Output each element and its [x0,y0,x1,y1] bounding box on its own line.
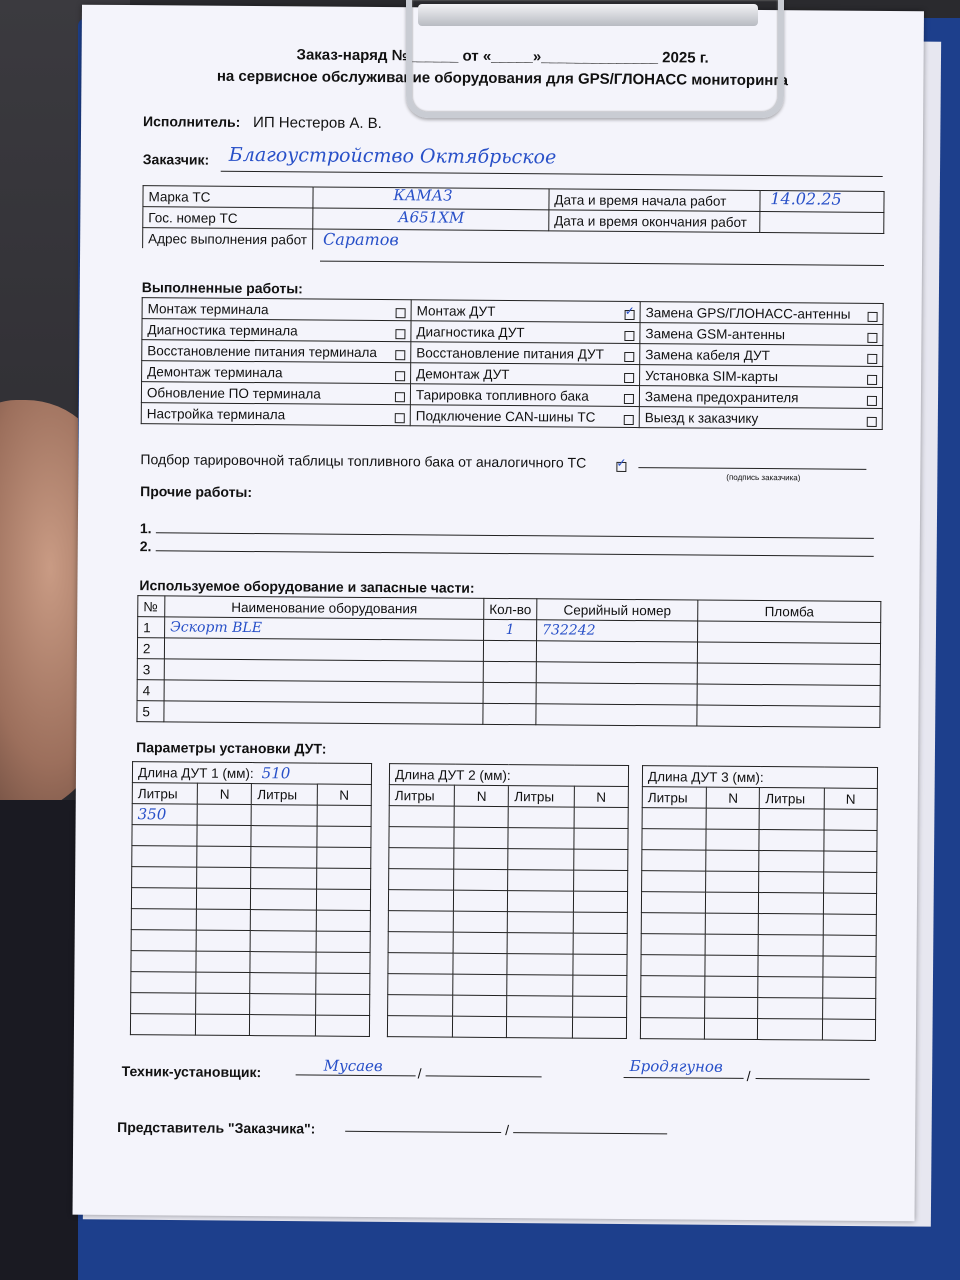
dut-cell[interactable] [131,993,196,1015]
address-line [320,261,884,266]
equipment-cell[interactable] [697,642,880,664]
dut-cell[interactable] [250,952,315,974]
dut-cell[interactable] [507,996,572,1018]
dut-cell[interactable] [454,848,508,869]
dut-cell[interactable] [573,933,627,954]
dut-cell[interactable] [823,935,876,956]
dut-cell[interactable] [197,867,251,888]
dut-cell[interactable] [758,998,822,1020]
dut-col-header: N [198,783,252,804]
executor-value: ИП Нестеров А. В. [253,114,382,133]
dut-cell[interactable] [196,993,250,1014]
dut-cell[interactable] [759,872,823,894]
dut-col-header: Литры [389,785,454,807]
dut-cell[interactable] [760,809,824,831]
dut-cell[interactable] [252,805,317,827]
start-handwritten: 14.02.25 [770,189,842,209]
start-label: Дата и время начала работ [549,189,760,212]
customer-line [221,171,883,177]
dut-cell[interactable] [573,912,627,933]
work-item-checkbox[interactable] [867,332,877,342]
dut-cell[interactable] [197,909,251,930]
dut-cell[interactable] [641,976,705,998]
dut-cell[interactable] [132,867,197,889]
dut-cell[interactable] [823,851,876,872]
dut-cell[interactable] [705,913,758,934]
dut-cell[interactable] [759,935,823,957]
dut-cell[interactable] [316,889,370,910]
dut-cell[interactable] [823,893,876,914]
dut-cell[interactable] [453,974,507,995]
dut-cell[interactable] [509,807,574,829]
dut-cell[interactable] [453,932,507,953]
equipment-row [137,701,880,728]
dut-cell[interactable] [641,934,705,956]
work-item [410,405,639,428]
dut-cell[interactable] [758,1019,822,1041]
dut-cell[interactable] [507,1017,572,1039]
dut-cell[interactable] [572,1017,626,1038]
work-item-checkbox[interactable] [624,351,634,361]
work-item-label: Демонтаж ДУТ [416,365,510,382]
equipment-cell[interactable] [697,705,880,727]
dut-cell[interactable] [132,825,197,847]
dut-table-title: Длина ДУТ 1 (мм): 510 [132,762,371,785]
dut-cell[interactable] [454,806,508,827]
dut-cell[interactable] [131,909,196,931]
work-item-checkbox[interactable] [868,311,878,321]
work-item [410,384,639,407]
dut-cell[interactable] [454,911,508,932]
dut-cell[interactable] [251,826,316,848]
work-item-label: Замена кабеля ДУТ [645,346,770,363]
dut-col-header: Литры [760,788,824,810]
dut-cell[interactable] [573,954,627,975]
dut-cell[interactable] [131,930,196,952]
dut-cell[interactable] [823,956,876,977]
equipment-header: № [138,596,165,617]
dut-cell[interactable] [508,870,573,892]
other-line-1[interactable] [156,532,874,539]
work-item-label: Тарировка топливного бака [415,386,589,404]
work-item-checkbox[interactable] [624,393,634,403]
dut-cell[interactable] [822,1019,875,1040]
dut-cell[interactable] [640,1018,704,1040]
address-handwritten: Саратов [322,229,399,250]
work-item [640,365,883,388]
dut-cell[interactable] [454,890,508,911]
work-item-checkbox[interactable] [867,353,877,363]
work-item-checkbox[interactable] [624,372,634,382]
dut-cell[interactable] [389,869,454,891]
customer-sign-caption: (подпись заказчика) [726,472,801,483]
work-item-checkbox[interactable] [395,392,405,402]
dut-cell[interactable] [759,914,823,936]
rep-label: Представитель "Заказчика": [117,1119,316,1137]
dut-cell[interactable] [641,892,705,914]
dut-cell[interactable] [389,827,454,849]
dut-cell[interactable] [317,805,371,826]
dut-col-header: N [317,784,371,805]
dut-cell[interactable] [758,977,822,999]
other-line-2[interactable] [156,550,874,557]
dut-cell[interactable] [508,849,573,871]
work-item-label: Замена GPS/ГЛОНАСС-антенны [645,304,851,322]
dut-cell[interactable] [388,974,453,996]
work-item-label: Установка SIM-карты [645,367,779,384]
dut-table-title: Длина ДУТ 2 (мм): [389,764,628,787]
dut-cell[interactable] [131,951,196,973]
dut-cell[interactable] [388,890,453,912]
dut-cell[interactable] [641,997,705,1019]
equipment-cell: 2 [137,638,164,659]
dut-cell[interactable] [641,913,705,935]
dut-cell[interactable] [822,977,875,998]
equipment-header: Пломба [698,600,881,622]
title-line-2: на сервисное обслуживание оборудования для GPS/ГЛОНАСС мониторинга [216,67,789,90]
dut-cell[interactable] [759,830,823,852]
dut-cell[interactable] [197,804,251,825]
work-item-label: Обновление ПО терминала [146,384,321,402]
dut-cell[interactable] [196,951,250,972]
equipment-cell[interactable] [536,662,697,684]
customer-sign-line [638,467,866,470]
technician-label: Техник-установщик: [121,1063,262,1081]
equipment-cell[interactable] [537,620,698,642]
work-item-label: Замена предохранителя [644,388,799,405]
equipment-header: Серийный номер [537,599,698,621]
equipment-cell[interactable] [483,640,536,661]
dut-cell[interactable] [574,807,628,828]
brand-handwritten: КАМАЗ [393,186,453,205]
work-item-label: Демонтаж терминала [147,363,283,380]
dut-cell[interactable] [317,847,371,868]
dut-col-header: N [706,787,759,808]
work-item-label: Замена GSM-антенны [645,325,786,342]
work-item [640,344,883,367]
dut-cell[interactable] [389,806,454,828]
dut-cell[interactable] [251,847,316,869]
equipment-cell[interactable] [483,703,536,724]
work-item [142,361,411,384]
equipment-cell[interactable] [536,641,697,663]
dut-cell[interactable] [453,953,507,974]
dut-col-header: N [455,785,509,806]
work-item [640,302,883,325]
equipment-cell[interactable] [483,661,536,682]
work-item-label: Монтаж ДУТ [416,302,496,319]
equipment-label: Используемое оборудование и запасные части: [139,577,475,596]
dut-cell[interactable] [642,829,706,851]
work-item-checkbox[interactable] [396,308,406,318]
dut-col-header: Литры [509,786,574,808]
dut-cell[interactable] [316,931,370,952]
dut-cell[interactable] [705,934,758,955]
equipment-cell[interactable] [164,680,483,704]
dut-cell[interactable] [573,975,627,996]
dut-cell[interactable] [251,931,316,953]
dut-cell[interactable] [706,829,759,850]
dut-cell[interactable] [315,1015,369,1036]
sign-separator-2: / [746,1067,751,1084]
dut-cell[interactable] [315,994,369,1015]
dut-cell[interactable] [508,912,573,934]
dut-cell[interactable] [574,828,628,849]
dut-table [387,763,629,1039]
dut-cell[interactable] [132,846,197,868]
dut-cell[interactable] [507,975,572,997]
equipment-handwritten: 732242 [542,622,596,639]
dut-cell-handwritten: 350 [137,805,167,824]
dut-cell[interactable] [705,1018,758,1039]
clip-bar [418,4,758,26]
equipment-handwritten: 1 [505,622,515,639]
dut-col-header: N [824,788,877,809]
dut-cell[interactable] [705,997,758,1018]
equipment-cell[interactable] [536,683,697,705]
dut-cell[interactable] [197,846,251,867]
dut-col-header: Литры [642,787,706,809]
work-item [411,363,640,386]
dut-cell[interactable] [573,849,627,870]
work-item-checkbox[interactable] [867,416,877,426]
dut-cell[interactable] [388,911,453,933]
customer-handwritten: Благоустройство Октябрьское [228,143,557,169]
sign-separator-3: / [505,1122,510,1139]
work-item-label: Диагностика терминала [147,321,298,338]
dut-cell[interactable] [508,828,573,850]
equipment-cell[interactable] [164,659,483,683]
equipment-header: Кол-во [484,598,537,619]
equipment-cell[interactable] [164,638,483,662]
dut-cell[interactable] [823,914,876,935]
end-label: Дата и время окончания работ [549,210,760,233]
plate-handwritten: А651ХМ [398,208,465,227]
work-item [639,386,882,409]
work-item [142,319,411,342]
dut-cell[interactable] [573,891,627,912]
dut-cell[interactable] [387,1016,452,1038]
dut-cell[interactable] [197,888,251,909]
dut-cell[interactable] [823,872,876,893]
customer-label: Заказчик: [142,151,210,168]
work-item-label: Восстановление питания ДУТ [416,344,604,362]
dut-cell[interactable] [388,932,453,954]
work-item-checkbox[interactable] [867,374,877,384]
work-item [411,321,640,344]
other-works-2: 2. [139,538,152,555]
dut-cell[interactable] [822,998,875,1019]
end-cell [760,212,884,234]
dut-cell[interactable] [642,808,706,830]
dut-cell[interactable] [642,871,706,893]
work-item [142,340,411,363]
work-item-checkbox[interactable] [624,414,634,424]
equipment-handwritten: Эскорт BLE [170,619,263,637]
dut-cell[interactable] [196,1014,250,1035]
work-item-label: Диагностика ДУТ [416,323,525,340]
dut-cell[interactable] [705,955,758,976]
dut-cell[interactable] [196,972,250,993]
work-item [411,342,640,365]
dut-col-header: Литры [252,784,317,806]
work-item-label: Подключение CAN-шины ТС [415,407,596,425]
dut-cell[interactable] [824,830,877,851]
dut-cell[interactable] [250,994,315,1016]
dut-col-header: Литры [132,783,197,805]
dut-cell[interactable] [508,933,573,955]
technician-signature: Мусаев [323,1056,383,1076]
dut-cell[interactable] [453,995,507,1016]
dut-cell[interactable] [759,851,823,873]
work-order-sheet [73,5,924,1222]
dut-cell[interactable] [454,869,508,890]
title-line-1: Заказ-наряд №______ от «_____»______________ 2025 г. [296,46,709,67]
dut-cell[interactable] [132,804,197,826]
dut-cell[interactable] [316,952,370,973]
brand-cell [313,187,549,210]
work-item-label: Монтаж терминала [147,300,269,317]
work-item-checkbox[interactable] [395,329,405,339]
work-item [142,298,411,321]
work-item-label: Восстановление питания терминала [147,342,378,360]
address-cell [312,229,883,254]
works-table [141,297,884,430]
dut-cell[interactable] [317,826,371,847]
dut-cell[interactable] [454,827,508,848]
dut-cell[interactable] [250,1015,315,1037]
dut-cell[interactable] [641,955,705,977]
executor-label: Исполнитель: [143,113,241,130]
dut-cell[interactable] [572,996,626,1017]
work-item [411,300,640,323]
rep-sign-line [345,1131,501,1133]
equipment-cell: 4 [137,680,164,701]
work-item [639,407,882,430]
vehicle-table [142,185,884,254]
dut-cell[interactable] [573,870,627,891]
work-item-label: Выезд к заказчику [644,409,759,426]
works-label: Выполненные работы: [141,279,303,297]
dut-cell[interactable] [706,892,759,913]
dut-cell[interactable] [197,825,251,846]
work-item-checkbox[interactable] [867,395,877,405]
work-item-checkbox[interactable] [625,309,635,319]
dut-cell[interactable] [251,910,316,932]
address-label: Адрес выполнения работ [143,228,313,250]
work-item-checkbox[interactable] [395,371,405,381]
dut-table [130,761,372,1037]
dut-cell[interactable] [251,868,316,890]
equipment-cell: 1 [138,617,165,638]
work-item [141,403,410,426]
second-sign-line [624,1077,744,1079]
equipment-header: Наименование оборудования [165,596,484,620]
dut-col-header: N [574,786,628,807]
dut-cell[interactable] [453,1016,507,1037]
equipment-cell[interactable] [484,619,537,640]
dut-label: Параметры установки ДУТ: [136,739,327,757]
dut-cell[interactable] [251,889,316,911]
dut-cell[interactable] [705,976,758,997]
dut-table-title: Длина ДУТ 3 (мм): [642,766,877,789]
work-item [141,382,410,405]
start-cell [760,191,884,213]
dut-cell[interactable] [706,871,759,892]
dut-table [640,765,878,1041]
dut-cell[interactable] [316,868,370,889]
equipment-cell[interactable] [483,682,536,703]
dut-cell[interactable] [250,973,315,995]
dut-cell[interactable] [824,809,877,830]
equipment-cell[interactable] [698,621,881,643]
work-item-checkbox[interactable] [624,330,634,340]
dut-cell[interactable] [759,893,823,915]
dut-cell[interactable] [388,995,453,1017]
dut-cell[interactable] [316,973,370,994]
dut-cell[interactable] [389,848,454,870]
dut-cell[interactable] [131,888,196,910]
dut-cell[interactable] [642,850,706,872]
dut-cell[interactable] [507,954,572,976]
other-works-1: 1. [139,520,152,537]
other-works-label: Прочие работы: [140,483,253,501]
second-signature: Бродягунов [629,1057,723,1076]
dut-cell[interactable] [388,953,453,975]
equipment-cell: 5 [137,701,164,722]
rep-name-line [513,1132,667,1134]
equipment-cell[interactable] [165,617,484,641]
second-name-line [756,1078,870,1080]
tare-text: Подбор тарировочной таблицы топливного бака от аналогичного ТС [140,451,587,471]
equipment-cell[interactable] [536,704,697,726]
dut-cell[interactable] [706,850,759,871]
work-item-checkbox[interactable] [395,350,405,360]
plate-cell [313,208,549,231]
dut-length-handwritten: 510 [261,764,291,783]
dut-cell[interactable] [131,972,196,994]
dut-cell[interactable] [758,956,822,978]
dut-cell[interactable] [196,930,250,951]
equipment-cell[interactable] [697,663,880,685]
equipment-cell[interactable] [164,701,483,725]
work-item [640,323,883,346]
dut-cell[interactable] [316,910,370,931]
work-item-checkbox[interactable] [395,413,405,423]
dut-cell[interactable] [508,891,573,913]
work-item-label: Настройка терминала [146,405,286,422]
sign-separator-1: / [417,1065,422,1082]
equipment-table [136,595,881,728]
technician-name-line [426,1075,542,1077]
plate-label: Гос. номер ТС [143,207,313,229]
dut-cell[interactable] [130,1014,195,1036]
equipment-cell[interactable] [697,684,880,706]
dut-cell[interactable] [706,808,759,829]
brand-label: Марка ТС [143,186,313,208]
equipment-cell: 3 [137,659,164,680]
tare-checkbox[interactable] [616,462,626,472]
